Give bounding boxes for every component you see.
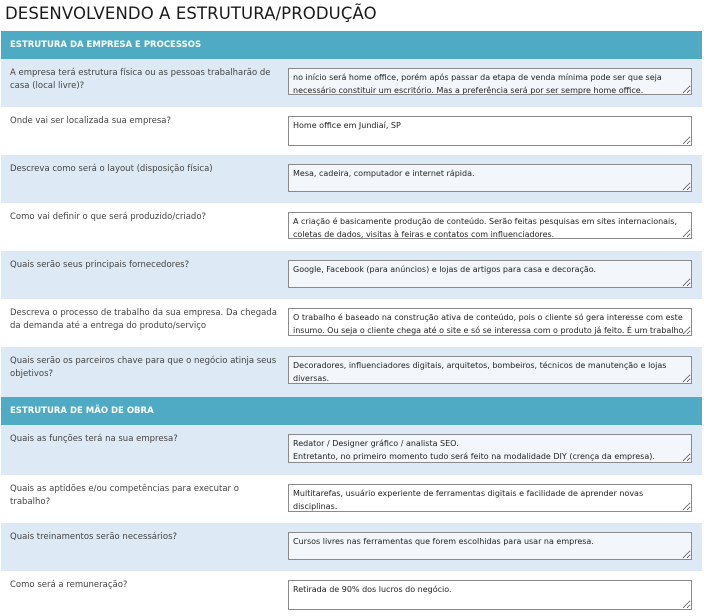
- answer-estrutura-fisica[interactable]: [288, 68, 692, 95]
- answer-localizacao[interactable]: [288, 116, 692, 146]
- page-title: DESENVOLVENDO A ESTRUTURA/PRODUÇÃO: [5, 4, 377, 23]
- answer-parceiros[interactable]: [288, 356, 692, 384]
- answer-layout[interactable]: [288, 164, 692, 192]
- question-label: Descreva o processo de trabalho da sua empresa. Da chegada da demanda até a entrega do produto/serviço: [10, 308, 277, 331]
- form-row-aptidoes: [1, 475, 702, 523]
- question-label: Quais serão seus principais fornecedores?: [10, 260, 190, 270]
- answer-processo-trabalho[interactable]: [288, 308, 692, 336]
- question-label: Quais treinamentos serão necessários?: [10, 532, 178, 542]
- form-row-estrutura-fisica: [1, 59, 702, 107]
- section-header-estrutura-empresa: ESTRUTURA DA EMPRESA E PROCESSOS: [1, 31, 702, 59]
- form-row-layout: [1, 155, 702, 203]
- question-label: Quais as funções terá na sua empresa?: [10, 434, 178, 444]
- form-row-localizacao: [1, 107, 702, 155]
- answer-aptidoes[interactable]: [288, 484, 692, 512]
- question-label: Quais serão os parceiros chave para que o negócio atinja seus objetivos?: [10, 356, 277, 379]
- question-label: Quais as aptidões e/ou competências para executar o trabalho?: [10, 484, 239, 507]
- answer-treinamentos[interactable]: [288, 532, 692, 560]
- question-label: Descreva como será o layout (disposição física): [10, 164, 213, 174]
- answer-fornecedores[interactable]: [288, 260, 692, 288]
- form-row-treinamentos: [1, 523, 702, 571]
- answer-funcoes[interactable]: [288, 434, 692, 463]
- form-row-processo-trabalho: [1, 299, 702, 347]
- section-header-mao-de-obra: ESTRUTURA DE MÃO DE OBRA: [1, 397, 702, 425]
- answer-remuneracao[interactable]: [288, 580, 692, 610]
- question-label: Como será a remuneração?: [10, 580, 128, 590]
- form-row-funcoes: [1, 425, 702, 475]
- form-row-remuneracao: [1, 571, 702, 616]
- form-row-producao: [1, 203, 702, 251]
- question-label: Como vai definir o que será produzido/criado?: [10, 212, 207, 222]
- question-label: Onde vai ser localizada sua empresa?: [10, 116, 172, 126]
- form-row-fornecedores: [1, 251, 702, 299]
- question-label: A empresa terá estrutura física ou as pessoas trabalharão de casa (local livre)?: [10, 68, 271, 91]
- answer-producao[interactable]: [288, 212, 692, 239]
- form-row-parceiros: [1, 347, 702, 397]
